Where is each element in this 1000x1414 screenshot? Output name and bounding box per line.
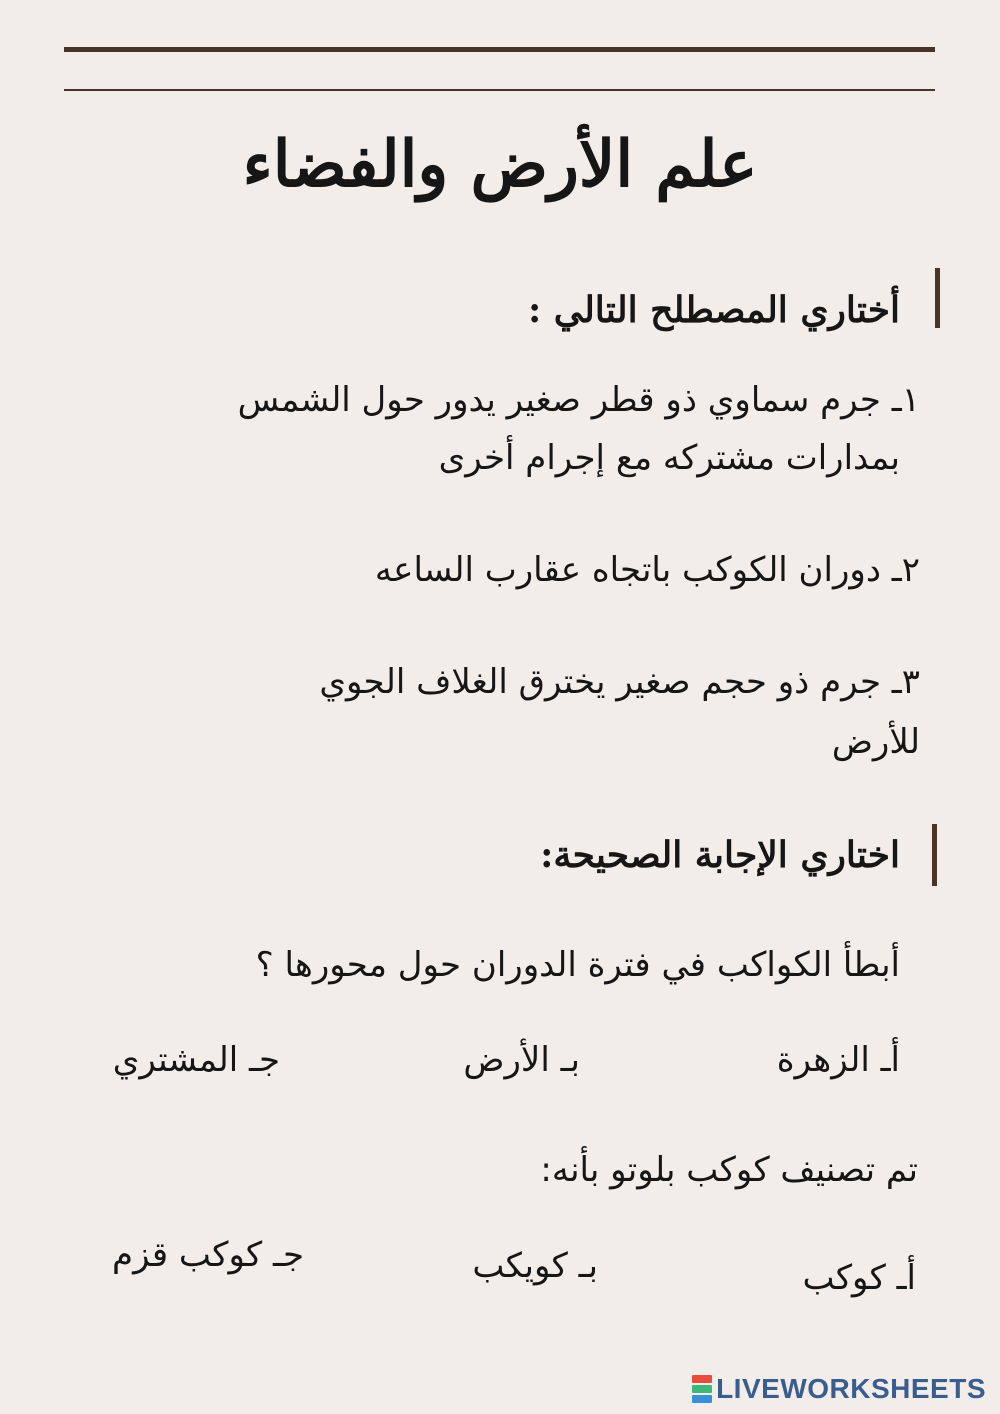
question-1-text: أبطأ الكواكب في فترة الدوران حول محورها ؟ (255, 945, 900, 985)
section-1-heading: أختاري المصطلح التالي : (527, 289, 900, 331)
item-3-line-1: ٣ـ جرم ذو حجم صغير يخترق الغلاف الجوي (319, 662, 920, 702)
question-1-option-a[interactable]: أـ الزهرة (776, 1040, 900, 1080)
question-2-text: تم تصنيف كوكب بلوتو بأنه: (540, 1150, 918, 1190)
section-2-heading: اختاري الإجابة الصحيحة: (540, 834, 900, 876)
watermark-text: LIVEWORKSHEETS (716, 1373, 986, 1404)
question-2-option-a[interactable]: أـ كوكب (802, 1258, 916, 1298)
item-2-line-1: ٢ـ دوران الكوكب باتجاه عقارب الساعه (374, 550, 920, 590)
question-2-option-b[interactable]: بـ كويكب (472, 1246, 598, 1286)
item-1-line-1: ١ـ جرم سماوي ذو قطر صغير يدور حول الشمس (237, 380, 920, 420)
top-rule-thin (64, 89, 935, 91)
question-1-option-c[interactable]: جـ المشتري (112, 1040, 280, 1080)
question-1-option-b[interactable]: بـ الأرض (463, 1040, 580, 1080)
item-1-line-2: بمدارات مشتركه مع إجرام أخرى (438, 438, 900, 478)
page-title: علم الأرض والفضاء (242, 127, 758, 202)
section-1-accent-bar (935, 268, 940, 328)
section-2-accent-bar (932, 824, 937, 886)
question-2-option-c[interactable]: جـ كوكب قزم (112, 1235, 304, 1275)
liveworksheets-logo-icon (692, 1375, 712, 1403)
item-3-line-2: للأرض (831, 722, 920, 762)
top-rule-thick (64, 47, 935, 52)
liveworksheets-watermark (692, 1372, 986, 1406)
